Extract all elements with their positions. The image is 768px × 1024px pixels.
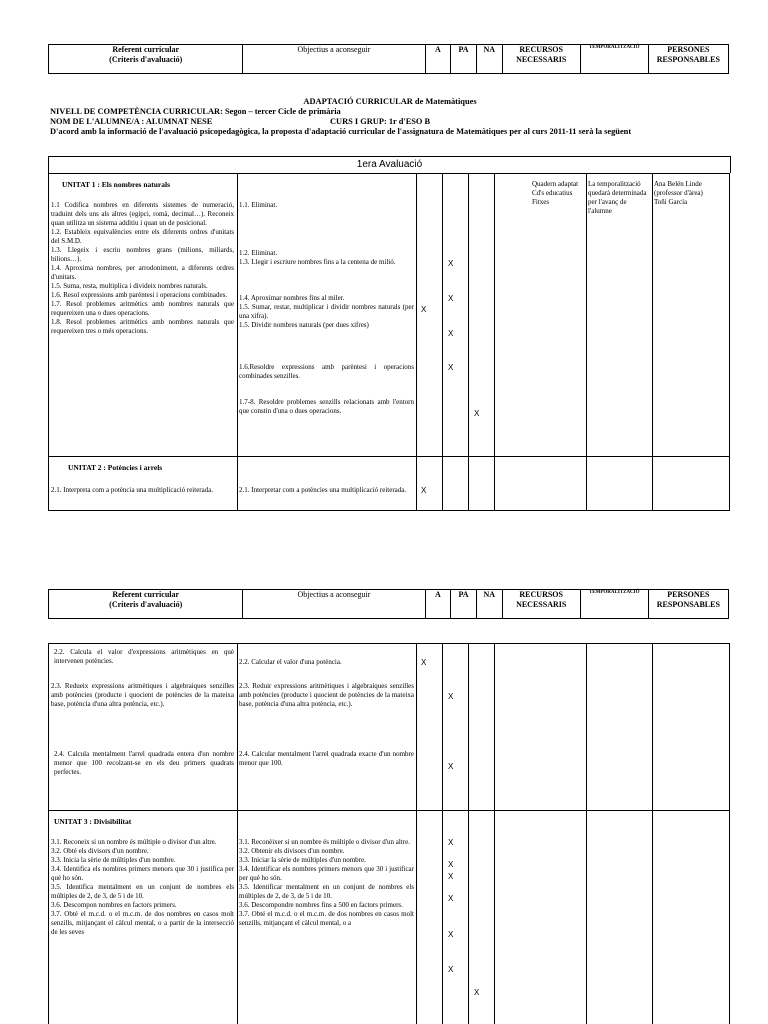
unit-1-temporalitzacio: La temporalització quedarà determinada per l'avanç de l'alumne bbox=[588, 180, 647, 215]
mark-a: X bbox=[421, 305, 427, 314]
mark-pa: X bbox=[448, 838, 454, 847]
header-table-1 bbox=[48, 44, 729, 74]
unit-3-title: UNITAT 3 : Divisibilitat bbox=[54, 817, 132, 826]
header-recursos: RECURSOS NECESSARIS bbox=[502, 45, 580, 74]
header-temporalitzacio: TEMPORALITZACIÓ bbox=[580, 590, 648, 619]
unit-1-title: UNITAT 1 : Els nombres naturals bbox=[62, 180, 171, 189]
unit-2-crit-2: 2.2. Calcula el valor d'expressions aritmètiques en què intervenen potències. bbox=[54, 648, 234, 665]
mark-pa: X bbox=[448, 762, 454, 771]
mark-pa: X bbox=[448, 363, 454, 372]
doc-nom-row bbox=[50, 117, 730, 127]
avaluacio-band: 1era Avaluació bbox=[48, 156, 731, 173]
doc-curs: CURS I GRUP: 1r d'ESO B bbox=[330, 117, 431, 126]
unit-1-obj-5: 1.7-8. Resoldre problemes senzills relacionats amb l'entorn que constin d'una o dues operacions. bbox=[239, 398, 414, 415]
header-na: NA bbox=[476, 45, 502, 74]
mark-pa: X bbox=[448, 860, 454, 869]
unit-2-title: UNITAT 2 : Potències i arrels bbox=[68, 463, 163, 472]
unit-1-persones: Ana Belén Linde (professor d'àrea) Toñi García bbox=[654, 180, 703, 206]
unit-2-crit-1: 2.1. Interpreta com a potència una multiplicació reiterada. bbox=[51, 486, 214, 494]
unit-2-obj-1: 2.1. Interpretar com a potències una multiplicació reiterada. bbox=[239, 486, 407, 494]
unit-3-objectius: 3.1. Reconèixer si un nombre és múltiple o divisor d'un altre. 3.2. Obtenir els divisors d'un nombre. 3.3. Iniciar la sèrie de múltiples d'un nombre. 3.4. Identificar els nombres primers menors que 30 i justificar per què ho són. 3.5. Identificar mentalment en un conjunt de nombres els múltiples de 2, de 3, de 5 i de 10. 3.6. Descompondre nombres fins a 500 en factors primers. 3.7. Obté el m.c.d. o el m.c.m. de dos nombres en casos molt senzills, mitjançant el càlcul mental, o a bbox=[239, 838, 414, 927]
mark-pa: X bbox=[448, 872, 454, 881]
header-persones: PERSONES RESPONSABLES bbox=[648, 45, 728, 74]
unit-1-obj-2: 1.2. Eliminat. 1.3. Llegir i escriure nombres fins a la centena de milió. bbox=[239, 249, 396, 266]
mark-pa: X bbox=[448, 965, 454, 974]
mark-pa: X bbox=[448, 930, 454, 939]
doc-intro: D'acord amb la informació de l'avaluació psicopedagògica, la proposta d'adaptació curricular de l'assignatura de Matemàtiques per al curs 2011-11 serà la següent bbox=[50, 127, 632, 136]
mark-pa: X bbox=[448, 329, 454, 338]
unit-1-recursos: Quadern adaptat Cd's educatius Fitxes bbox=[532, 180, 579, 206]
unit-2-obj-3: 2.3. Reduir expressions aritmètiques i algebraiques senzilles amb potències (producte i quocient de potències de la mateixa base, potència d'una altra potència, etc.). bbox=[239, 682, 414, 708]
unit-1-obj-1: 1.1. Eliminat. bbox=[239, 201, 278, 209]
unit-1-criteris: 1.1 Codifica nombres en diferents sistemes de numeració, traduint dels uns als altres (egipci, romà, decimal…). Reconeix quan utilitza un sistema additiu i quan un de posicional. 1.2. Estableix equivalències entre els diferents ordres d'unitats del S.M.D. 1.3. Llegeix i escriu nombres grans (milions, miliards, bilions…). 1.4. Aproxima nombres, per arrodoniment, a diferents ordres d'unitats. 1.5. Suma, resta, multiplica i divideix nombres naturals. 1.6. Resol expressions amb parèntesi i operacions combinades. 1.7. Resol problemes aritmètics amb nombres naturals que requereixen una o dues operacions. 1.8. Resol problemes aritmètics amb nombres naturals que requereixen tres o més operacions. bbox=[51, 201, 234, 335]
header-referent: Referent curricular (Criteris d'avaluació) bbox=[49, 590, 243, 619]
mark-pa: X bbox=[448, 294, 454, 303]
header-na: NA bbox=[476, 590, 502, 619]
doc-title: ADAPTACIÓ CURRICULAR de Matemàtiques bbox=[303, 97, 477, 106]
unit-1-obj-3: 1.4. Aproximar nombres fins al miler. 1.5. Sumar, restar, multiplicar i dividir nombres naturals (per una xifra). 1.5. Dividir nombres naturals (per dues xifres) bbox=[239, 294, 414, 329]
unit-2-obj-4: 2.4. Calcular mentalment l'arrel quadrada exacte d'un nombre menor que 100. bbox=[239, 750, 414, 767]
mark-na: X bbox=[474, 409, 480, 418]
header-table-2 bbox=[48, 589, 729, 619]
unit-2-obj-2: 2.2. Calcular el valor d'una potència. bbox=[239, 658, 342, 666]
mark-pa: X bbox=[448, 259, 454, 268]
header-persones: PERSONES RESPONSABLES bbox=[648, 590, 728, 619]
header-a: A bbox=[425, 590, 451, 619]
header-pa: PA bbox=[451, 590, 477, 619]
mark-na: X bbox=[474, 988, 480, 997]
mark-pa: X bbox=[448, 692, 454, 701]
unit-3-criteris: 3.1. Reconeix si un nombre és múltiple o divisor d'un altre. 3.2. Obté els divisors d'un nombre. 3.3. Inicia la sèrie de múltiples d'un nombre. 3.4. Identifica els nombres primers menors que 30 i justifica per què ho són. 3.5. Identifica mentalment en un conjunt de nombres els múltiples de 2, de 3, de 5 i de 10. 3.6. Descompon nombres en factors primers. 3.7. Obté el m.c.d. o el m.c.m. de dos nombres en casos molt senzills, mitjançant el càlcul mental, o a partir de la intersecció de les seves bbox=[51, 838, 234, 936]
doc-nom: NOM DE L'ALUMNE/A : ALUMNAT NESE bbox=[50, 117, 213, 126]
mark-a: X bbox=[421, 658, 427, 667]
header-a: A bbox=[425, 45, 451, 74]
mark-pa: X bbox=[448, 894, 454, 903]
mark-a: X bbox=[421, 486, 427, 495]
header-objectius: Objectius a aconseguir bbox=[243, 590, 425, 619]
doc-nivell: NIVELL DE COMPETÈNCIA CURRICULAR: Segon – tercer Cicle de primària bbox=[50, 107, 341, 116]
header-recursos: RECURSOS NECESSARIS bbox=[502, 590, 580, 619]
unit-1-obj-4: 1.6.Resoldre expressions amb parèntesi i operacions combinades senzilles. bbox=[239, 363, 414, 380]
header-referent: Referent curricular (Criteris d'avaluació) bbox=[49, 45, 243, 74]
header-pa: PA bbox=[451, 45, 477, 74]
header-temporalitzacio: TEMPORALITZACIÓ bbox=[580, 45, 648, 74]
unit-2-crit-4: 2.4. Calcula mentalment l'arrel quadrada entera d'un nombre menor que 100 recolzant-se en els deu primers quadrats perfectes. bbox=[54, 750, 234, 776]
header-objectius: Objectius a aconseguir bbox=[243, 45, 425, 74]
unit-2-crit-3: 2.3. Redueix expressions aritmètiques i algebraiques senzilles amb potències (producte i quocient de potències de la mateixa base, potència d'una altra potència, etc.). bbox=[51, 682, 234, 708]
